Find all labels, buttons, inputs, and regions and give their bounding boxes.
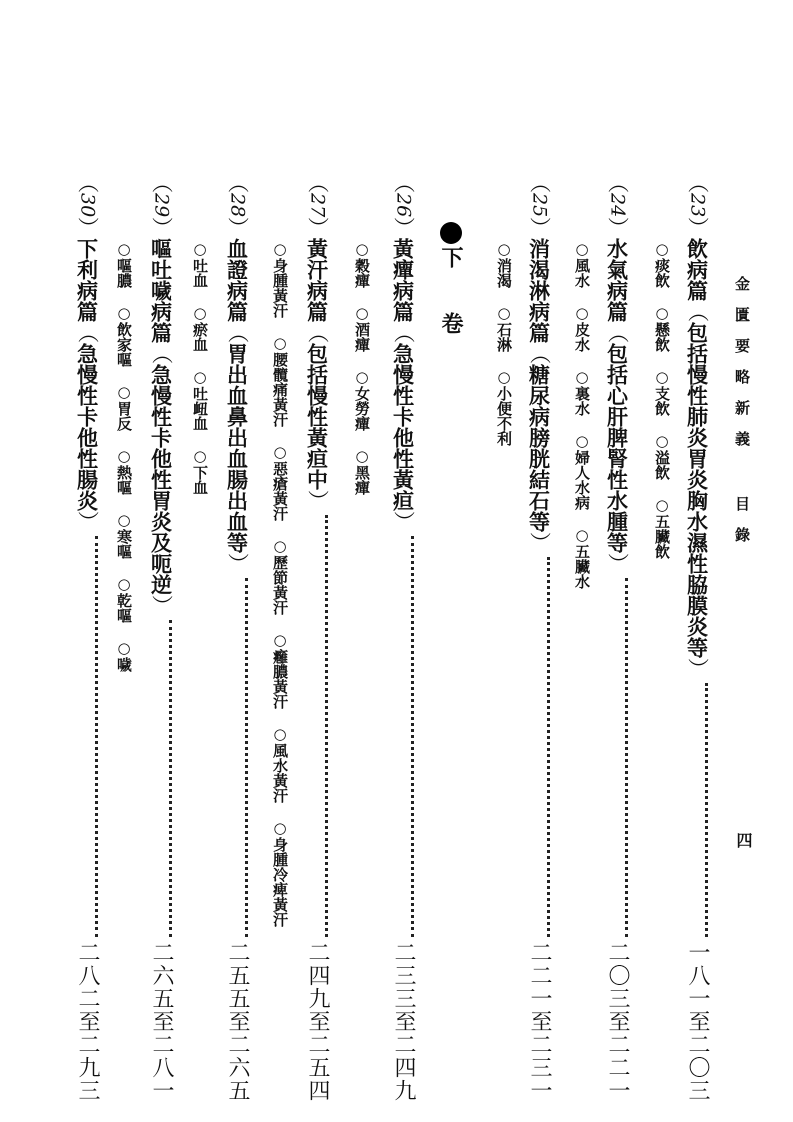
subtopic-list: [270, 240, 291, 943]
circle-bullet-icon: ○: [653, 368, 671, 386]
subtopic-label: 惡瘡黃汗: [271, 461, 289, 521]
subtopic-item[interactable]: [114, 383, 135, 431]
subtopic-label: 風水: [573, 258, 591, 288]
note-close-paren: ）: [149, 595, 174, 617]
open-paren: （: [391, 172, 416, 193]
chapter-number: 26: [392, 193, 415, 218]
circle-bullet-icon: ○: [271, 819, 289, 837]
subtopic-list: [190, 240, 211, 511]
subtopic-label: 痰飲: [653, 258, 671, 288]
subtopic-label: 嘔膿: [115, 258, 133, 288]
open-paren: （: [605, 172, 630, 193]
toc-entry[interactable]: [392, 172, 414, 1102]
subtopic-label: 五臟水: [573, 544, 591, 589]
subtopic-item[interactable]: [270, 334, 291, 427]
circle-bullet-icon: ○: [115, 383, 133, 401]
subtopic-item[interactable]: [652, 240, 673, 288]
subtopic-item[interactable]: [270, 240, 291, 318]
note-open-paren: （: [685, 301, 710, 323]
note-close-paren: ）: [685, 658, 710, 680]
subtopic-item[interactable]: [352, 240, 373, 288]
subtopic-item[interactable]: [190, 447, 211, 495]
chapter-title: 黃癉病篇: [390, 238, 416, 323]
circle-bullet-icon: ○: [573, 304, 591, 322]
dot-leader: [325, 515, 328, 937]
toc-entry[interactable]: [76, 172, 98, 1102]
subtopic-label: 腰髖痛黃汗: [271, 352, 289, 427]
subtopic-label: 消渴: [495, 258, 513, 288]
close-paren: ）: [391, 217, 416, 239]
chapter-note: 急慢性卡他性黃疸: [390, 343, 416, 512]
page-range: 二〇三至二二一: [605, 941, 630, 1102]
chapter-number: 29: [150, 193, 173, 218]
page-number: 四: [734, 832, 753, 848]
dot-leader: [705, 683, 708, 937]
chapter-note: 急慢性卡他性腸炎: [74, 343, 100, 512]
circle-bullet-icon: ○: [271, 537, 289, 555]
subtopic-item[interactable]: [572, 432, 593, 510]
close-paren: ）: [605, 217, 630, 239]
open-paren: （: [75, 172, 100, 193]
subtopic-label: 溢飲: [653, 450, 671, 480]
subtopic-label: 懸飲: [653, 322, 671, 352]
chapter-note: 急慢性卡他性胃炎及呃逆: [148, 364, 174, 596]
circle-bullet-icon: ○: [573, 432, 591, 450]
circle-bullet-icon: ○: [271, 631, 289, 649]
subtopic-label: 歷節黃汗: [271, 555, 289, 615]
note-open-paren: （: [305, 322, 330, 344]
chapter-number: 23: [686, 193, 709, 218]
circle-bullet-icon: ○: [573, 526, 591, 544]
chapter-note: 包括慢性肺炎胃炎胸水濕性脇膜炎等: [684, 322, 710, 659]
page-range: 二五五至二六五: [225, 941, 250, 1102]
circle-bullet-icon: ○: [573, 368, 591, 386]
dot-leader: [411, 536, 414, 937]
volume-heading: [436, 222, 467, 334]
subtopic-label: 乾嘔: [115, 593, 133, 623]
chapter-note: 胃出血鼻出血腸出血等: [224, 343, 250, 554]
circle-bullet-icon: ○: [271, 443, 289, 461]
subtopic-label: 酒癉: [353, 322, 371, 352]
subtopic-item[interactable]: [652, 432, 673, 480]
circle-bullet-icon: ○: [191, 447, 209, 465]
note-close-paren: ）: [75, 511, 100, 533]
section-title: 目錄: [733, 496, 751, 558]
chapter-note: 包括心肝脾腎性水腫等: [604, 343, 630, 554]
subtopic-label: 胃反: [115, 401, 133, 431]
circle-bullet-icon: ○: [353, 447, 371, 465]
circle-bullet-icon: ○: [191, 368, 209, 386]
subtopic-item[interactable]: [494, 240, 515, 288]
chapter-number: 25: [528, 193, 551, 218]
subtopic-item[interactable]: [652, 496, 673, 559]
subtopic-label: 飲家嘔: [115, 322, 133, 367]
close-paren: ）: [75, 217, 100, 239]
open-paren: （: [685, 172, 710, 193]
dot-leader: [95, 536, 98, 937]
circle-bullet-icon: ○: [353, 240, 371, 258]
circle-bullet-icon: ○: [271, 725, 289, 743]
subtopic-label: 支飲: [653, 386, 671, 416]
subtopic-label: 小便不利: [495, 386, 513, 446]
circle-bullet-icon: ○: [115, 511, 133, 529]
page-range: 二二一至二三一: [527, 941, 552, 1102]
subtopic-item[interactable]: [270, 725, 291, 803]
close-paren: ）: [149, 217, 174, 239]
dot-leader: [245, 578, 248, 937]
subtopic-item[interactable]: [114, 304, 135, 367]
open-paren: （: [305, 172, 330, 193]
toc-entry[interactable]: [226, 172, 248, 1102]
circle-bullet-icon: ○: [653, 432, 671, 450]
note-open-paren: （: [527, 343, 552, 365]
note-open-paren: （: [149, 343, 174, 365]
chapter-title: 黃汗病篇: [304, 238, 330, 323]
chapter-number: 27: [306, 193, 329, 218]
subtopic-item[interactable]: [190, 304, 211, 352]
toc-entry[interactable]: [606, 172, 628, 1102]
chapter-number: 30: [76, 193, 99, 218]
subtopic-item[interactable]: [572, 526, 593, 589]
dot-leader: [169, 620, 172, 937]
subtopic-item[interactable]: [114, 511, 135, 559]
subtopic-label: 下血: [191, 465, 209, 495]
subtopic-label: 黑癉: [353, 465, 371, 495]
toc-entry[interactable]: [150, 172, 172, 1102]
subtopic-label: 瘀血: [191, 322, 209, 352]
circle-bullet-icon: ○: [271, 334, 289, 352]
circle-bullet-icon: ○: [115, 639, 133, 657]
page-range: 二四九至二五四: [305, 941, 330, 1102]
dot-leader: [625, 578, 628, 937]
circle-bullet-icon: ○: [115, 575, 133, 593]
chapter-number: 24: [606, 193, 629, 218]
subtopic-item[interactable]: [270, 537, 291, 615]
note-close-paren: ）: [391, 511, 416, 533]
subtopic-item[interactable]: [270, 631, 291, 709]
close-paren: ）: [685, 217, 710, 239]
toc-entry[interactable]: [686, 172, 708, 1102]
dot-leader: [547, 557, 550, 937]
subtopic-item[interactable]: [114, 447, 135, 495]
open-paren: （: [527, 172, 552, 193]
page-range: 二八二至二九三: [75, 941, 100, 1102]
bullet-icon: [440, 222, 462, 244]
subtopic-item[interactable]: [114, 575, 135, 623]
close-paren: ）: [225, 217, 250, 239]
subtopic-label: 癰膿黃汗: [271, 649, 289, 709]
circle-bullet-icon: ○: [495, 304, 513, 322]
subtopic-list: [652, 240, 673, 575]
circle-bullet-icon: ○: [353, 368, 371, 386]
chapter-title: 消渴淋病篇: [526, 238, 552, 344]
subtopic-label: 女勞癉: [353, 386, 371, 431]
subtopic-label: 皮水: [573, 322, 591, 352]
subtopic-label: 身腫黃汗: [271, 258, 289, 318]
chapter-title: 飲病篇: [684, 238, 710, 302]
note-close-paren: ）: [225, 553, 250, 575]
volume-suffix: 卷: [438, 312, 464, 334]
circle-bullet-icon: ○: [115, 240, 133, 258]
running-header: [732, 276, 753, 558]
subtopic-list: [114, 240, 135, 688]
chapter-note: 糖尿病膀胱結石等: [526, 364, 552, 533]
subtopic-label: 五臟飲: [653, 514, 671, 559]
subtopic-label: 寒嘔: [115, 529, 133, 559]
subtopic-item[interactable]: [572, 368, 593, 416]
open-paren: （: [149, 172, 174, 193]
subtopic-label: 風水黃汗: [271, 743, 289, 803]
subtopic-item[interactable]: [270, 819, 291, 927]
circle-bullet-icon: ○: [653, 304, 671, 322]
subtopic-list: [352, 240, 373, 511]
toc-entry[interactable]: [528, 172, 550, 1102]
note-close-paren: ）: [527, 532, 552, 554]
page-range: 一八一至二〇三: [685, 941, 710, 1102]
subtopic-item[interactable]: [190, 368, 211, 431]
subtopic-label: 熱嘔: [115, 465, 133, 495]
volume-label: 下: [438, 246, 464, 268]
page-range: 二六五至二八一: [149, 941, 174, 1102]
circle-bullet-icon: ○: [653, 496, 671, 514]
subtopic-label: 噦: [115, 657, 133, 672]
subtopic-item[interactable]: [572, 304, 593, 352]
circle-bullet-icon: ○: [191, 240, 209, 258]
subtopic-item[interactable]: [270, 443, 291, 521]
subtopic-item[interactable]: [652, 304, 673, 352]
close-paren: ）: [527, 217, 552, 239]
subtopic-item[interactable]: [352, 368, 373, 431]
subtopic-label: 身腫冷痺黃汗: [271, 837, 289, 927]
chapter-note: 包括慢性黃疸中: [304, 343, 330, 491]
note-open-paren: （: [391, 322, 416, 344]
circle-bullet-icon: ○: [115, 304, 133, 322]
circle-bullet-icon: ○: [353, 304, 371, 322]
subtopic-item[interactable]: [494, 368, 515, 446]
open-paren: （: [225, 172, 250, 193]
subtopic-item[interactable]: [114, 240, 135, 288]
chapter-title: 血證病篇: [224, 238, 250, 323]
circle-bullet-icon: ○: [653, 240, 671, 258]
note-open-paren: （: [75, 322, 100, 344]
circle-bullet-icon: ○: [573, 240, 591, 258]
note-open-paren: （: [225, 322, 250, 344]
subtopic-label: 穀癉: [353, 258, 371, 288]
subtopic-item[interactable]: [352, 447, 373, 495]
subtopic-label: 石淋: [495, 322, 513, 352]
subtopic-item[interactable]: [114, 639, 135, 672]
page-range: 二三三至二四九: [391, 941, 416, 1102]
book-title: 金匱要略新義: [733, 276, 751, 462]
subtopic-label: 吐血: [191, 258, 209, 288]
circle-bullet-icon: ○: [271, 240, 289, 258]
subtopic-item[interactable]: [190, 240, 211, 288]
note-close-paren: ）: [305, 490, 330, 512]
chapter-number: 28: [226, 193, 249, 218]
subtopic-list: [494, 240, 515, 462]
subtopic-item[interactable]: [352, 304, 373, 352]
chapter-title: 嘔吐噦病篇: [148, 238, 174, 344]
subtopic-item[interactable]: [652, 368, 673, 416]
circle-bullet-icon: ○: [495, 368, 513, 386]
subtopic-label: 婦人水病: [573, 450, 591, 510]
subtopic-item[interactable]: [572, 240, 593, 288]
chapter-title: 下利病篇: [74, 238, 100, 323]
toc-entry[interactable]: [306, 172, 328, 1102]
circle-bullet-icon: ○: [495, 240, 513, 258]
subtopic-list: [572, 240, 593, 605]
note-open-paren: （: [605, 322, 630, 344]
circle-bullet-icon: ○: [191, 304, 209, 322]
subtopic-item[interactable]: [494, 304, 515, 352]
chapter-title: 水氣病篇: [604, 238, 630, 323]
circle-bullet-icon: ○: [115, 447, 133, 465]
subtopic-label: 吐衄血: [191, 386, 209, 431]
note-close-paren: ）: [605, 553, 630, 575]
subtopic-label: 裏水: [573, 386, 591, 416]
close-paren: ）: [305, 217, 330, 239]
